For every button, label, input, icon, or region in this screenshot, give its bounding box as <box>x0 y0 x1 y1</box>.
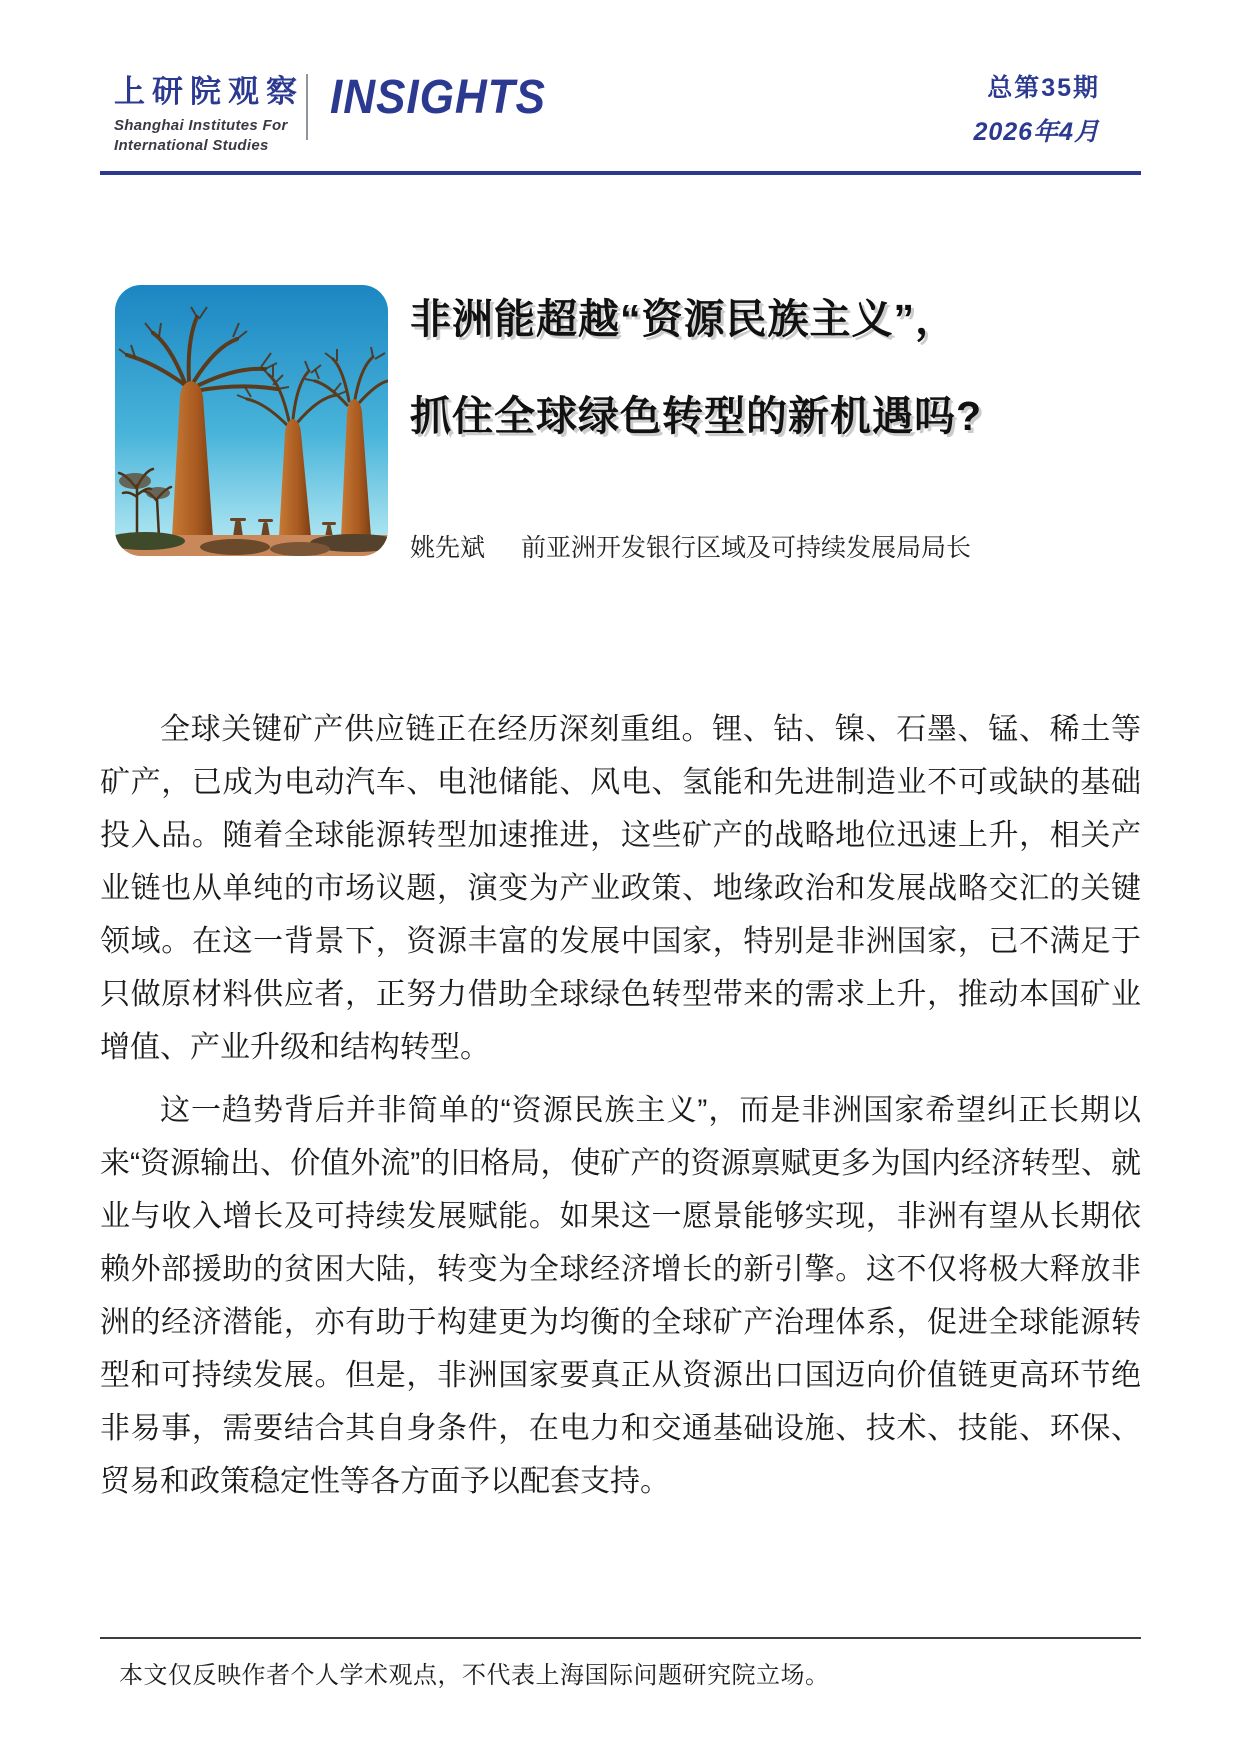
issue-date: 2026年4月 <box>973 118 1100 146</box>
issue-number: 总第35期 <box>987 74 1100 102</box>
logo-english-line2: International Studies <box>114 136 269 154</box>
baobab-trees-photo <box>115 285 388 556</box>
article-header <box>410 296 1070 564</box>
logo-english-name <box>114 116 304 155</box>
issue-info <box>973 68 1100 148</box>
disclaimer-text: 本文仅反映作者个人学术观点，不代表上海国际问题研究院立场。 <box>119 1662 830 1689</box>
author-name: 姚先斌 <box>410 535 486 563</box>
byline <box>410 528 1070 564</box>
logo-english-line1: Shanghai Institutes For <box>114 117 288 134</box>
body-paragraph-2: 这一趋势背后并非简单的“资源民族主义”，而是非洲国家希望纠正长期以来“资源输出、价值外流”的旧格局，使矿产的资源禀赋更多为国内经济转型、就业与收入增长及可持续发展赋能。如果这一愿景能够实现，非洲有望从长期依赖外部援助的贫困大陆，转变为全球经济增长的新引擎。这不仅将极大释放非洲的经济潜能，亦有助于构建更为均衡的全球矿产治理体系，促进全球能源转型和可持续发展。但是，非洲国家要真正从资源出口国迈向价值链更高环节绝非易事，需要结合其自身条件，在电力和交通基础设施、技术、技能、环保、贸易和政策稳定性等各方面予以配套支持。 <box>100 1094 1141 1498</box>
masthead-title: INSIGHTS <box>330 71 546 124</box>
body-paragraph-1: 全球关键矿产供应链正在经历深刻重组。锂、钴、镍、石墨、锰、稀土等矿产，已成为电动汽车、电池储能、风电、氢能和先进制造业不可或缺的基础投入品。随着全球能源转型加速推进，这些矿产的战略地位迅速上升，相关产业链也从单纯的市场议题，演变为产业政策、地缘政治和发展战略交汇的关键领域。在这一背景下，资源丰富的发展中国家，特别是非洲国家，已不满足于只做原材料供应者，正努力借助全球绿色转型带来的需求上升，推动本国矿业增值、产业升级和结构转型。 <box>100 713 1141 1064</box>
article-body <box>100 703 1141 1508</box>
header-rule <box>100 171 1141 175</box>
logo-chinese-wordmark: 上研院观察 <box>114 74 304 109</box>
article-title-line1: 非洲能超越“资源民族主义”， <box>410 296 957 342</box>
author-affiliation: 前亚洲开发银行区域及可持续发展局局长 <box>521 535 972 563</box>
header-divider <box>306 74 308 140</box>
baobab-trees-illustration <box>115 285 388 556</box>
article-title-line2: 抓住全球绿色转型的新机遇吗? <box>410 393 983 440</box>
footer-rule <box>100 1637 1141 1639</box>
publisher-logo <box>114 66 304 155</box>
